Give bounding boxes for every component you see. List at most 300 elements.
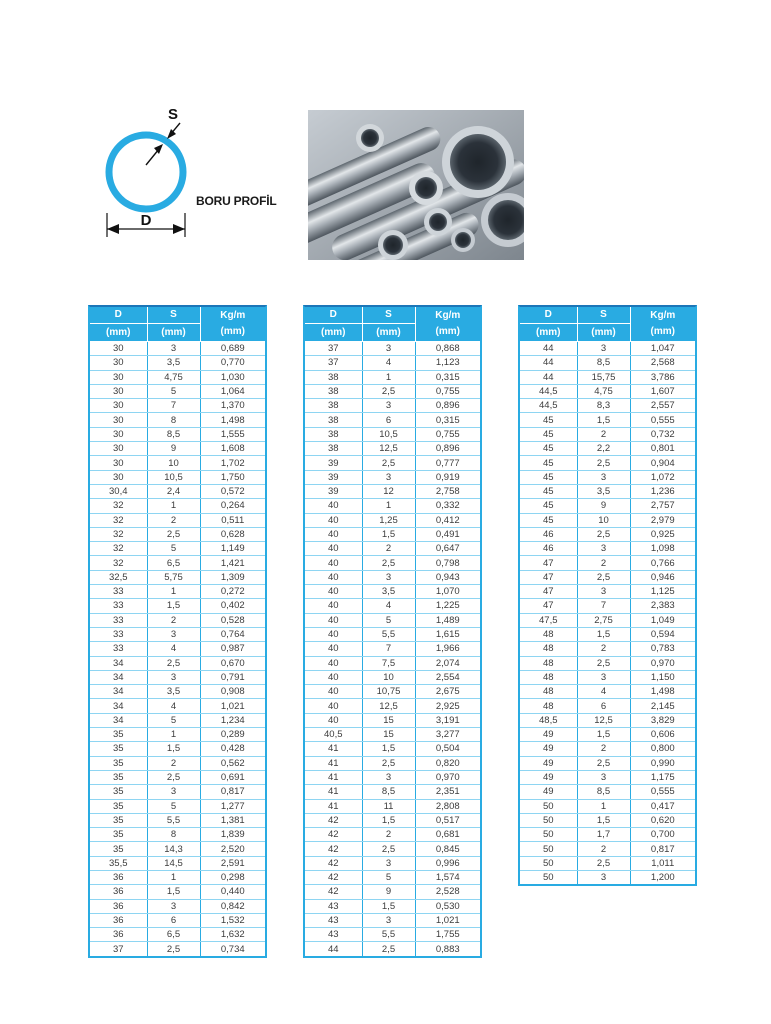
d-value: 48 [520, 656, 577, 670]
kgm-value: 0,817 [630, 842, 695, 856]
table-row [520, 670, 695, 684]
s-value: 1 [577, 799, 630, 813]
s-value: 1 [362, 499, 415, 513]
d-value: 38 [305, 413, 362, 427]
table-header [305, 307, 480, 342]
table-row [520, 399, 695, 413]
s-value: 1 [147, 585, 200, 599]
d-value: 45 [520, 470, 577, 484]
table-row [520, 842, 695, 856]
kgm-value: 0,620 [630, 813, 695, 827]
pipe-table-3 [518, 305, 697, 886]
kgm-value: 1,608 [200, 442, 265, 456]
table-row [305, 670, 480, 684]
table-row [90, 356, 265, 370]
s-value: 10,5 [147, 470, 200, 484]
kgm-value: 1,755 [415, 928, 480, 942]
table-row [520, 656, 695, 670]
kgm-value: 0,987 [200, 642, 265, 656]
s-value: 10,5 [362, 427, 415, 441]
kgm-value: 0,908 [200, 685, 265, 699]
d-value: 40 [305, 556, 362, 570]
d-value: 34 [90, 670, 147, 684]
kgm-value: 1,381 [200, 813, 265, 827]
kgm-value: 1,125 [630, 585, 695, 599]
s-value: 2 [147, 756, 200, 770]
header-kgm-unit: (mm) [435, 326, 460, 337]
kgm-value: 0,783 [630, 642, 695, 656]
table-row [520, 728, 695, 742]
d-value: 35 [90, 785, 147, 799]
kgm-value: 0,491 [415, 527, 480, 541]
d-value: 50 [520, 799, 577, 813]
d-value: 37 [305, 342, 362, 356]
s-value: 9 [147, 442, 200, 456]
kgm-value: 1,615 [415, 627, 480, 641]
d-value: 47,5 [520, 613, 577, 627]
d-value: 35 [90, 813, 147, 827]
kgm-value: 0,606 [630, 728, 695, 742]
kgm-value: 2,520 [200, 842, 265, 856]
kgm-value: 0,817 [200, 785, 265, 799]
table-row [90, 399, 265, 413]
s-value: 2 [577, 556, 630, 570]
kgm-value: 2,925 [415, 699, 480, 713]
kgm-value: 0,943 [415, 570, 480, 584]
d-value: 34 [90, 685, 147, 699]
d-value: 44 [520, 356, 577, 370]
d-value: 44 [305, 942, 362, 956]
s-value: 14,3 [147, 842, 200, 856]
table-row [90, 813, 265, 827]
kgm-value: 1,234 [200, 713, 265, 727]
kgm-value: 1,047 [630, 342, 695, 356]
table-row [305, 728, 480, 742]
table-row [90, 499, 265, 513]
s-value: 8 [147, 828, 200, 842]
table-row [305, 470, 480, 484]
kgm-value: 1,370 [200, 399, 265, 413]
s-value: 3 [362, 856, 415, 870]
kgm-value: 1,098 [630, 542, 695, 556]
s-value: 1,5 [362, 527, 415, 541]
table-row [520, 499, 695, 513]
kgm-value: 1,030 [200, 370, 265, 384]
d-value: 40 [305, 499, 362, 513]
pipe-table-2 [303, 305, 482, 958]
s-value: 2,5 [577, 656, 630, 670]
header-s: S [362, 307, 415, 324]
kgm-value: 2,675 [415, 685, 480, 699]
table-row [305, 899, 480, 913]
kgm-value: 1,966 [415, 642, 480, 656]
s-value: 5,5 [362, 627, 415, 641]
kgm-value: 2,554 [415, 670, 480, 684]
table-row [90, 942, 265, 956]
kgm-value: 0,440 [200, 885, 265, 899]
d-value: 38 [305, 442, 362, 456]
d-value: 32,5 [90, 570, 147, 584]
d-value: 38 [305, 399, 362, 413]
s-value: 4,75 [147, 370, 200, 384]
table-row [90, 699, 265, 713]
pipe-table [90, 307, 265, 956]
s-value: 15 [362, 713, 415, 727]
d-value: 30 [90, 413, 147, 427]
header-s: S [577, 307, 630, 324]
table-row [305, 527, 480, 541]
kgm-value: 1,532 [200, 913, 265, 927]
d-value: 40 [305, 656, 362, 670]
d-value: 39 [305, 470, 362, 484]
kgm-value: 1,064 [200, 384, 265, 398]
kgm-value: 1,072 [630, 470, 695, 484]
s-value: 3 [577, 670, 630, 684]
d-value: 30 [90, 470, 147, 484]
table-row [90, 885, 265, 899]
table-row [90, 413, 265, 427]
table-row [90, 899, 265, 913]
table-row [305, 656, 480, 670]
d-value: 33 [90, 642, 147, 656]
d-value: 33 [90, 599, 147, 613]
d-value: 38 [305, 370, 362, 384]
diameter-arrow-right [173, 224, 185, 234]
s-value: 3 [362, 342, 415, 356]
kgm-value: 2,758 [415, 484, 480, 498]
kgm-value: 2,808 [415, 799, 480, 813]
kgm-value: 0,332 [415, 499, 480, 513]
s-value: 5 [362, 613, 415, 627]
table-row [90, 799, 265, 813]
s-value: 1,5 [362, 742, 415, 756]
kgm-value: 2,757 [630, 499, 695, 513]
s-value: 2,5 [362, 384, 415, 398]
kgm-value: 0,412 [415, 513, 480, 527]
kgm-value: 0,517 [415, 813, 480, 827]
kgm-value: 0,572 [200, 484, 265, 498]
kgm-value: 2,528 [415, 885, 480, 899]
table-row [305, 613, 480, 627]
table-row [90, 470, 265, 484]
kgm-value: 2,557 [630, 399, 695, 413]
table-row [520, 699, 695, 713]
s-value: 14,5 [147, 856, 200, 870]
s-value: 6 [577, 699, 630, 713]
kgm-value: 1,607 [630, 384, 695, 398]
kgm-value: 0,732 [630, 427, 695, 441]
d-value: 41 [305, 756, 362, 770]
s-value: 9 [577, 499, 630, 513]
kgm-value: 0,315 [415, 370, 480, 384]
table-row [305, 842, 480, 856]
table-row [305, 685, 480, 699]
s-value: 8,5 [147, 427, 200, 441]
table-row [520, 556, 695, 570]
d-value: 42 [305, 842, 362, 856]
s-value: 2 [577, 427, 630, 441]
s-value: 3 [577, 770, 630, 784]
table-row [90, 670, 265, 684]
table-row [305, 570, 480, 584]
kgm-value: 0,755 [415, 427, 480, 441]
table-row [305, 813, 480, 827]
s-value: 10 [362, 670, 415, 684]
d-value: 32 [90, 527, 147, 541]
kgm-value: 0,402 [200, 599, 265, 613]
diameter-arrow-left [107, 224, 119, 234]
kgm-value: 1,049 [630, 613, 695, 627]
kgm-value: 1,498 [200, 413, 265, 427]
kgm-value: 0,896 [415, 442, 480, 456]
kgm-value: 1,277 [200, 799, 265, 813]
kgm-value: 1,489 [415, 613, 480, 627]
header-kgm-label: Kg/m [650, 310, 676, 321]
table-row [520, 484, 695, 498]
s-value: 1,5 [147, 599, 200, 613]
kgm-value: 0,820 [415, 756, 480, 770]
d-value: 47 [520, 556, 577, 570]
s-value: 1,5 [362, 899, 415, 913]
header-d-unit: (mm) [90, 324, 147, 342]
pipe-cross-section [109, 135, 183, 209]
d-value: 44,5 [520, 384, 577, 398]
table-row [90, 870, 265, 884]
d-value: 50 [520, 828, 577, 842]
d-value: 34 [90, 656, 147, 670]
pipes-photo [308, 110, 524, 260]
s-value: 2,2 [577, 442, 630, 456]
d-value: 30 [90, 356, 147, 370]
kgm-value: 1,225 [415, 599, 480, 613]
s-value: 2 [577, 642, 630, 656]
d-value: 48 [520, 642, 577, 656]
d-value: 30,4 [90, 484, 147, 498]
d-value: 40 [305, 542, 362, 556]
s-value: 1 [362, 370, 415, 384]
kgm-value: 0,801 [630, 442, 695, 456]
d-value: 39 [305, 456, 362, 470]
s-value: 2 [577, 842, 630, 856]
kgm-value: 0,555 [630, 413, 695, 427]
table-row [520, 756, 695, 770]
s-value: 4,75 [577, 384, 630, 398]
d-value: 30 [90, 456, 147, 470]
s-value: 1,25 [362, 513, 415, 527]
d-value: 43 [305, 913, 362, 927]
kgm-value: 0,996 [415, 856, 480, 870]
table-row [305, 756, 480, 770]
s-value: 3,5 [147, 685, 200, 699]
table-row [90, 856, 265, 870]
d-value: 44,5 [520, 399, 577, 413]
kgm-value: 0,264 [200, 499, 265, 513]
table-row [305, 742, 480, 756]
table-row [520, 856, 695, 870]
kgm-value: 0,904 [630, 456, 695, 470]
table-row [90, 642, 265, 656]
kgm-value: 0,777 [415, 456, 480, 470]
pipe-table [305, 307, 480, 956]
kgm-value: 0,770 [200, 356, 265, 370]
d-value: 45 [520, 499, 577, 513]
table-row [90, 756, 265, 770]
s-value: 2 [577, 742, 630, 756]
d-value: 48 [520, 699, 577, 713]
header-kgm [200, 307, 265, 342]
s-value: 2,5 [147, 942, 200, 956]
d-value: 46 [520, 542, 577, 556]
d-value: 42 [305, 870, 362, 884]
header-d: D [90, 307, 147, 324]
kgm-value: 0,428 [200, 742, 265, 756]
d-value: 35 [90, 799, 147, 813]
kgm-value: 3,786 [630, 370, 695, 384]
kgm-value: 0,925 [630, 527, 695, 541]
s-value: 7,5 [362, 656, 415, 670]
s-value: 2,5 [577, 856, 630, 870]
table-row [305, 513, 480, 527]
d-value: 34 [90, 713, 147, 727]
d-value: 49 [520, 756, 577, 770]
table-row [90, 613, 265, 627]
s-value: 8,5 [362, 785, 415, 799]
pipe-table [520, 307, 695, 884]
pipe-table-1 [88, 305, 267, 958]
d-value: 30 [90, 427, 147, 441]
table-row [520, 585, 695, 599]
d-value: 40,5 [305, 728, 362, 742]
d-value: 50 [520, 870, 577, 884]
pipe-diagram-svg [70, 95, 280, 250]
s-value: 3 [362, 770, 415, 784]
d-value: 40 [305, 513, 362, 527]
kgm-value: 2,383 [630, 599, 695, 613]
d-value: 41 [305, 742, 362, 756]
d-value: 45 [520, 456, 577, 470]
kgm-value: 0,946 [630, 570, 695, 584]
d-value: 39 [305, 484, 362, 498]
header-s-unit: (mm) [147, 324, 200, 342]
table-row [305, 499, 480, 513]
table-row [520, 570, 695, 584]
table-row [90, 527, 265, 541]
kgm-value: 1,175 [630, 770, 695, 784]
d-value: 41 [305, 799, 362, 813]
kgm-value: 1,750 [200, 470, 265, 484]
kgm-value: 2,568 [630, 356, 695, 370]
table-row [520, 384, 695, 398]
table-row [90, 585, 265, 599]
table-row [305, 856, 480, 870]
s-value: 5,75 [147, 570, 200, 584]
d-value: 33 [90, 613, 147, 627]
table-row [305, 799, 480, 813]
d-value: 35 [90, 770, 147, 784]
table-row [90, 685, 265, 699]
table-row [305, 399, 480, 413]
d-value: 42 [305, 813, 362, 827]
table-row [305, 370, 480, 384]
table-row [305, 556, 480, 570]
d-value: 40 [305, 527, 362, 541]
kgm-value: 0,528 [200, 613, 265, 627]
table-row [305, 627, 480, 641]
kgm-value: 2,145 [630, 699, 695, 713]
d-value: 35,5 [90, 856, 147, 870]
d-value: 35 [90, 756, 147, 770]
d-value: 48 [520, 670, 577, 684]
kgm-value: 0,647 [415, 542, 480, 556]
d-value: 41 [305, 770, 362, 784]
s-value: 3 [147, 342, 200, 356]
kgm-value: 0,734 [200, 942, 265, 956]
d-value: 38 [305, 384, 362, 398]
s-value: 3 [362, 399, 415, 413]
s-value: 10 [147, 456, 200, 470]
d-value: 36 [90, 913, 147, 927]
kgm-value: 0,562 [200, 756, 265, 770]
d-value: 30 [90, 384, 147, 398]
d-value: 50 [520, 856, 577, 870]
table-row [305, 585, 480, 599]
s-value: 3,5 [147, 356, 200, 370]
kgm-value: 1,236 [630, 484, 695, 498]
s-value: 1,5 [577, 728, 630, 742]
d-value: 40 [305, 627, 362, 641]
table-row [90, 713, 265, 727]
kgm-value: 1,498 [630, 685, 695, 699]
table-row [520, 828, 695, 842]
s-value: 2,5 [147, 656, 200, 670]
d-value: 40 [305, 670, 362, 684]
kgm-value: 0,791 [200, 670, 265, 684]
table-row [520, 613, 695, 627]
d-value: 41 [305, 785, 362, 799]
s-value: 2 [147, 513, 200, 527]
table-row [520, 427, 695, 441]
s-value: 11 [362, 799, 415, 813]
d-value: 47 [520, 570, 577, 584]
d-value: 30 [90, 342, 147, 356]
d-value: 35 [90, 728, 147, 742]
table-row [305, 713, 480, 727]
d-value: 45 [520, 513, 577, 527]
s-value: 2,75 [577, 613, 630, 627]
d-value: 49 [520, 728, 577, 742]
table-row [520, 870, 695, 884]
s-value: 2,5 [577, 527, 630, 541]
table-row [90, 928, 265, 942]
kgm-value: 0,919 [415, 470, 480, 484]
d-value: 43 [305, 928, 362, 942]
page-title: BORU PROFİL [196, 194, 277, 208]
kgm-value: 0,689 [200, 342, 265, 356]
s-value: 2,5 [147, 770, 200, 784]
thickness-label: S [168, 106, 179, 123]
d-value: 40 [305, 599, 362, 613]
s-value: 4 [577, 685, 630, 699]
header-d: D [520, 307, 577, 324]
table-row [90, 913, 265, 927]
table-row [305, 356, 480, 370]
d-value: 30 [90, 442, 147, 456]
s-value: 12,5 [577, 713, 630, 727]
table-row [90, 484, 265, 498]
s-value: 1,5 [147, 742, 200, 756]
header-kgm-unit: (mm) [650, 326, 675, 337]
table-row [305, 642, 480, 656]
